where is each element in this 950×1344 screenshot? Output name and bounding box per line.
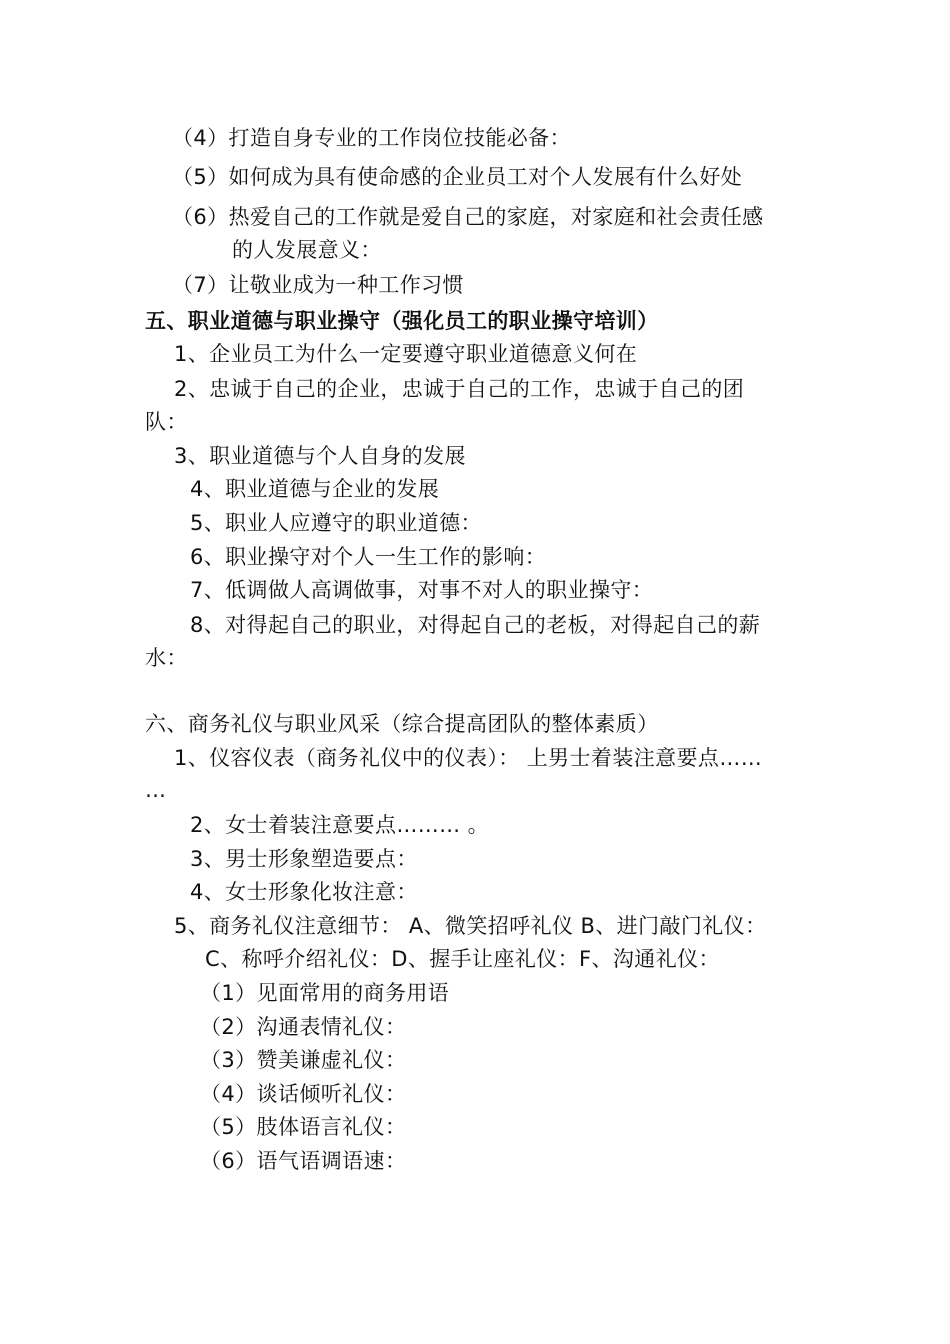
text-line: 3、职业道德与个人自身的发展 — [174, 444, 466, 468]
text-line: 5、商务礼仪注意细节： A、微笑招呼礼仪 B、进门敲门礼仪： — [174, 914, 767, 938]
text-line: 水： — [145, 646, 188, 670]
text-line: … — [145, 778, 167, 802]
text-line: （6）热爱自己的工作就是爱自己的家庭，对家庭和社会责任感 — [172, 205, 764, 229]
text-line: （3）赞美谦虚礼仪： — [200, 1048, 407, 1072]
text-line: 1、仪容仪表（商务礼仪中的仪表）： 上男士着装注意要点…… — [174, 746, 763, 770]
section-heading: 六、商务礼仪与职业风采（综合提高团队的整体素质） — [145, 712, 659, 736]
text-line: 4、职业道德与企业的发展 — [190, 477, 440, 501]
text-line: C、称呼介绍礼仪：D、握手让座礼仪：F、沟通礼仪： — [205, 947, 720, 971]
text-line: 4、女士形象化妆注意： — [190, 880, 418, 904]
text-line: 8、对得起自己的职业，对得起自己的老板，对得起自己的薪 — [190, 613, 761, 637]
text-line: 1、企业员工为什么一定要遵守职业道德意义何在 — [174, 342, 638, 366]
text-line: （2）沟通表情礼仪： — [200, 1015, 407, 1039]
text-line: （4）谈话倾听礼仪： — [200, 1082, 407, 1106]
text-line: 6、职业操守对个人一生工作的影响： — [190, 545, 547, 569]
text-line: 7、低调做人高调做事，对事不对人的职业操守： — [190, 578, 654, 602]
text-line: （4）打造自身专业的工作岗位技能必备： — [172, 126, 571, 150]
text-line: 的人发展意义： — [232, 238, 382, 262]
text-line: 2、女士着装注意要点……… 。 — [190, 813, 490, 837]
section-heading: 五、职业道德与职业操守（强化员工的职业操守培训） — [145, 309, 659, 333]
text-line: 队： — [145, 410, 188, 434]
text-line: 3、男士形象塑造要点： — [190, 847, 418, 871]
text-line: （7）让敬业成为一种工作习惯 — [172, 273, 464, 297]
text-line: 5、职业人应遵守的职业道德： — [190, 511, 482, 535]
text-line: （5）肢体语言礼仪： — [200, 1115, 407, 1139]
text-line: （1）见面常用的商务用语 — [200, 981, 450, 1005]
text-line: （6）语气语调语速： — [200, 1149, 407, 1173]
text-line: 2、忠诚于自己的企业，忠诚于自己的工作，忠诚于自己的团 — [174, 377, 745, 401]
text-line: （5）如何成为具有使命感的企业员工对个人发展有什么好处 — [172, 165, 743, 189]
